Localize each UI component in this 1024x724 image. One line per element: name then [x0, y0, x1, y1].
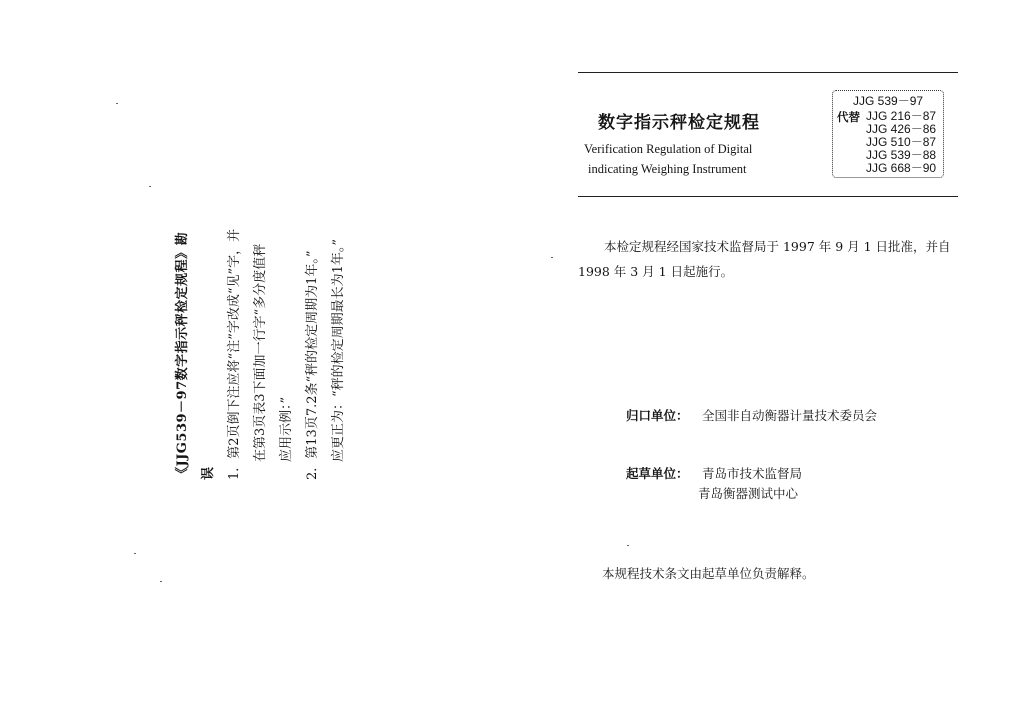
- drafting-unit-row: [626, 464, 802, 484]
- title-english-line-1: Verification Regulation of Digital: [584, 142, 753, 156]
- replaced-code-5: JJG 668－90: [866, 161, 937, 175]
- errata-item-1-line-2: 在第3页表3下面加一行字“多分度值秤: [253, 243, 268, 462]
- regulation-code-box: [832, 90, 944, 178]
- replaced-code-2: JJG 426－86: [866, 122, 937, 136]
- interpretation-note: 本规程技术条文由起草单位负责解释。: [602, 566, 815, 581]
- scan-speck: [149, 186, 151, 187]
- scan-speck: [551, 257, 553, 258]
- scan-speck: [160, 581, 162, 582]
- errata-title: 《JJG539－97数字指示秤检定规程》勘误: [175, 231, 216, 480]
- title-english-line-2: indicating Weighing Instrument: [588, 162, 747, 176]
- drafting-unit-value-2: 青岛衡器测试中心: [698, 486, 799, 501]
- responsible-unit-value: 全国非自动衡器计量技术委员会: [701, 408, 877, 423]
- errata-item-2-line-1: 2．第13页7.2条“秤的检定周期为1年。”: [305, 250, 320, 480]
- errata-item-1-line-3: 应用示例：”: [279, 396, 294, 462]
- errata-block: [170, 220, 346, 480]
- drafting-unit-label: 起草单位：: [626, 466, 689, 481]
- scan-speck: [134, 553, 136, 554]
- title-chinese: 数字指示秤检定规程: [598, 113, 760, 133]
- replace-label: 代替: [837, 110, 860, 124]
- replaced-code-4: JJG 539－88: [866, 148, 937, 162]
- approval-statement: 本检定规程经国家技术监督局于 1997 年 9 月 1 日批准，并自 1998 年 3 月 1 日起施行。: [578, 239, 951, 279]
- scan-speck: [116, 103, 118, 104]
- responsible-unit-label: 归口单位：: [626, 408, 689, 423]
- replaced-code-1: JJG 216－87: [866, 109, 937, 123]
- scan-speck: [627, 545, 629, 546]
- errata-item-1-line-1: 1．第2页倒下注应将“注”字改成“见”字，并: [227, 228, 242, 480]
- responsible-unit-row: [626, 406, 877, 426]
- drafting-unit-value-1: 青岛市技术监督局: [701, 466, 802, 481]
- header-bottom-rule: [578, 196, 958, 197]
- regulation-code: JJG 539－97: [853, 94, 924, 108]
- replaced-code-3: JJG 510－87: [866, 135, 937, 149]
- header-top-rule: [578, 72, 958, 73]
- title-english: [584, 139, 814, 179]
- errata-item-2-line-2: 应更正为：“秤的检定周期最长为1年。”: [331, 238, 346, 462]
